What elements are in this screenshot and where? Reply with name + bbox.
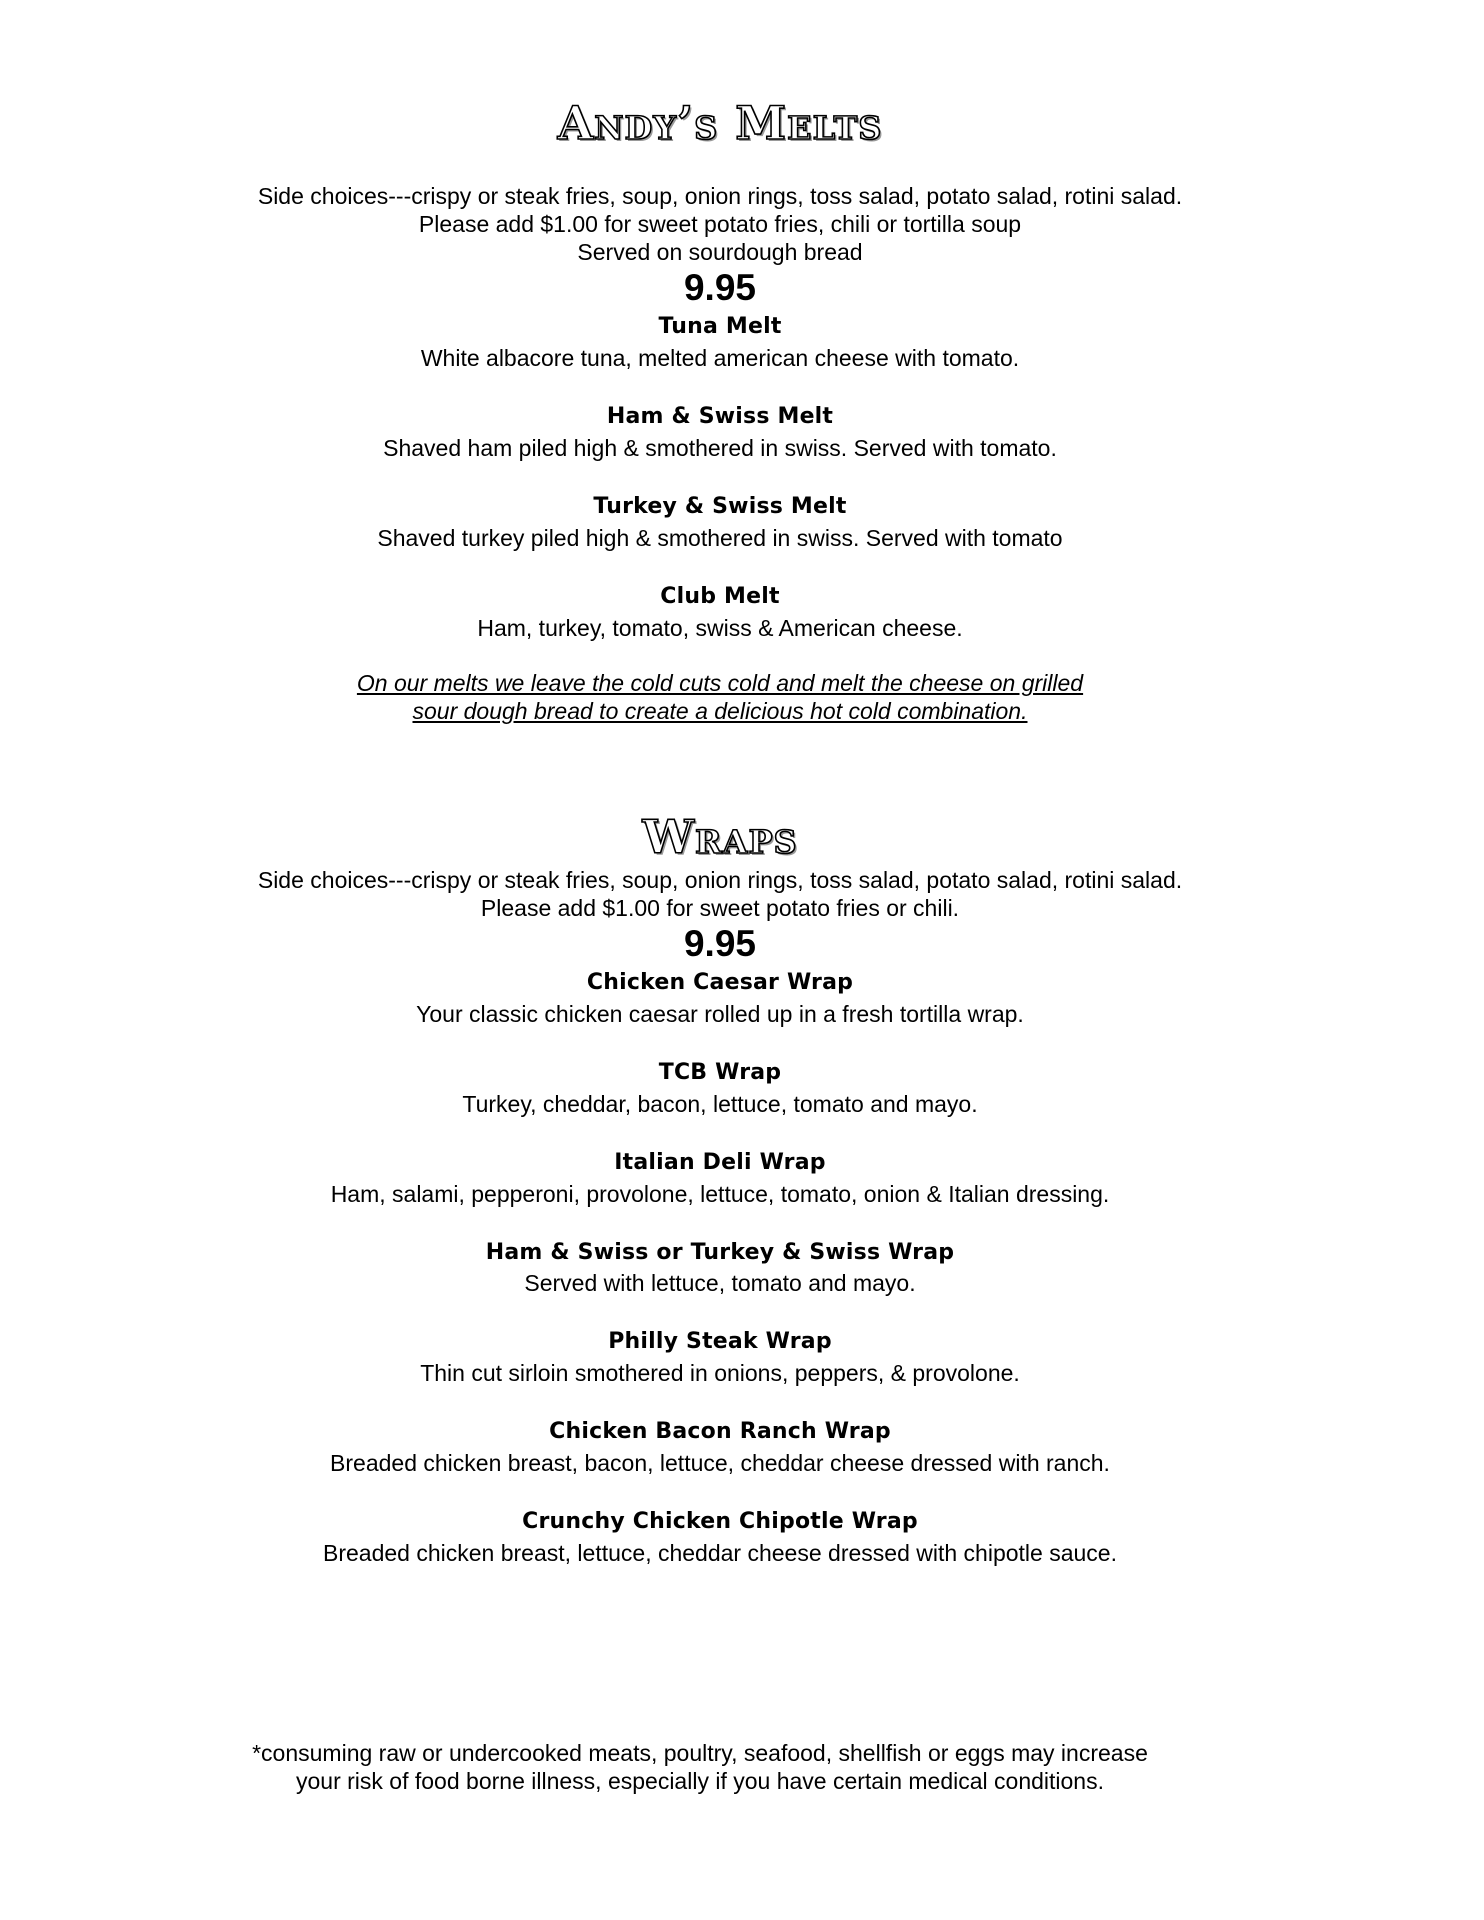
- wrap-item-name: Ham & Swiss or Turkey & Swiss Wrap: [485, 1240, 955, 1265]
- wrap-item-name: TCB Wrap: [658, 1060, 782, 1085]
- melt-item-desc: Shaved turkey piled high & smothered in swiss. Served with tomato: [377, 525, 1063, 551]
- wrap-item-desc: Ham, salami, pepperoni, provolone, lettuce, tomato, onion & Italian dressing.: [330, 1181, 1110, 1207]
- melts-title: Andy’s Melts: [557, 96, 883, 150]
- wrap-item-desc: Breaded chicken breast, bacon, lettuce, cheddar cheese dressed with ranch.: [330, 1450, 1110, 1476]
- food-safety-disclaimer-line: *consuming raw or undercooked meats, poultry, seafood, shellfish or eggs may increase: [252, 1740, 1148, 1766]
- melt-item-name: Club Melt: [660, 584, 780, 609]
- wrap-item-desc: Breaded chicken breast, lettuce, cheddar cheese dressed with chipotle sauce.: [323, 1540, 1117, 1566]
- wrap-item-name: Philly Steak Wrap: [608, 1329, 832, 1354]
- melt-item-desc: Ham, turkey, tomato, swiss & American cheese.: [477, 615, 963, 641]
- wraps-price: 9.95: [683, 923, 756, 964]
- melt-item-desc: White albacore tuna, melted american cheese with tomato.: [420, 345, 1020, 371]
- wrap-item-desc: Your classic chicken caesar rolled up in a fresh tortilla wrap.: [416, 1001, 1024, 1027]
- melts-note-line: sour dough bread to create a delicious hot cold combination.: [412, 698, 1028, 724]
- wrap-item-name: Italian Deli Wrap: [614, 1150, 826, 1175]
- melts-side-choices: Side choices---crispy or steak fries, soup, onion rings, toss salad, potato salad, rotini salad.: [257, 183, 1183, 209]
- wraps-side-upcharge: Please add $1.00 for sweet potato fries or chili.: [480, 895, 960, 921]
- melts-side-upcharge: Please add $1.00 for sweet potato fries, chili or tortilla soup: [418, 211, 1022, 237]
- melts-bread-note: Served on sourdough bread: [577, 239, 863, 265]
- melt-item-name: Turkey & Swiss Melt: [593, 494, 847, 519]
- melt-item-name: Ham & Swiss Melt: [606, 404, 834, 429]
- melt-item-desc: Shaved ham piled high & smothered in swiss. Served with tomato.: [383, 435, 1057, 461]
- wrap-item-desc: Turkey, cheddar, bacon, lettuce, tomato and mayo.: [462, 1091, 978, 1117]
- melts-price: 9.95: [683, 267, 756, 308]
- wrap-item-name: Chicken Bacon Ranch Wrap: [549, 1419, 891, 1444]
- melts-note-line: On our melts we leave the cold cuts cold and melt the cheese on grilled: [356, 670, 1084, 696]
- wrap-item-desc: Served with lettuce, tomato and mayo.: [524, 1270, 916, 1296]
- wrap-item-desc: Thin cut sirloin smothered in onions, peppers, & provolone.: [420, 1360, 1020, 1386]
- wraps-side-choices: Side choices---crispy or steak fries, soup, onion rings, toss salad, potato salad, rotini salad.: [257, 867, 1183, 893]
- wraps-title: Wraps: [642, 810, 798, 864]
- melt-item-name: Tuna Melt: [658, 314, 782, 339]
- wrap-item-name: Chicken Caesar Wrap: [586, 970, 854, 995]
- wrap-item-name: Crunchy Chicken Chipotle Wrap: [522, 1509, 918, 1534]
- food-safety-disclaimer-line: your risk of food borne illness, especially if you have certain medical conditions.: [296, 1768, 1104, 1794]
